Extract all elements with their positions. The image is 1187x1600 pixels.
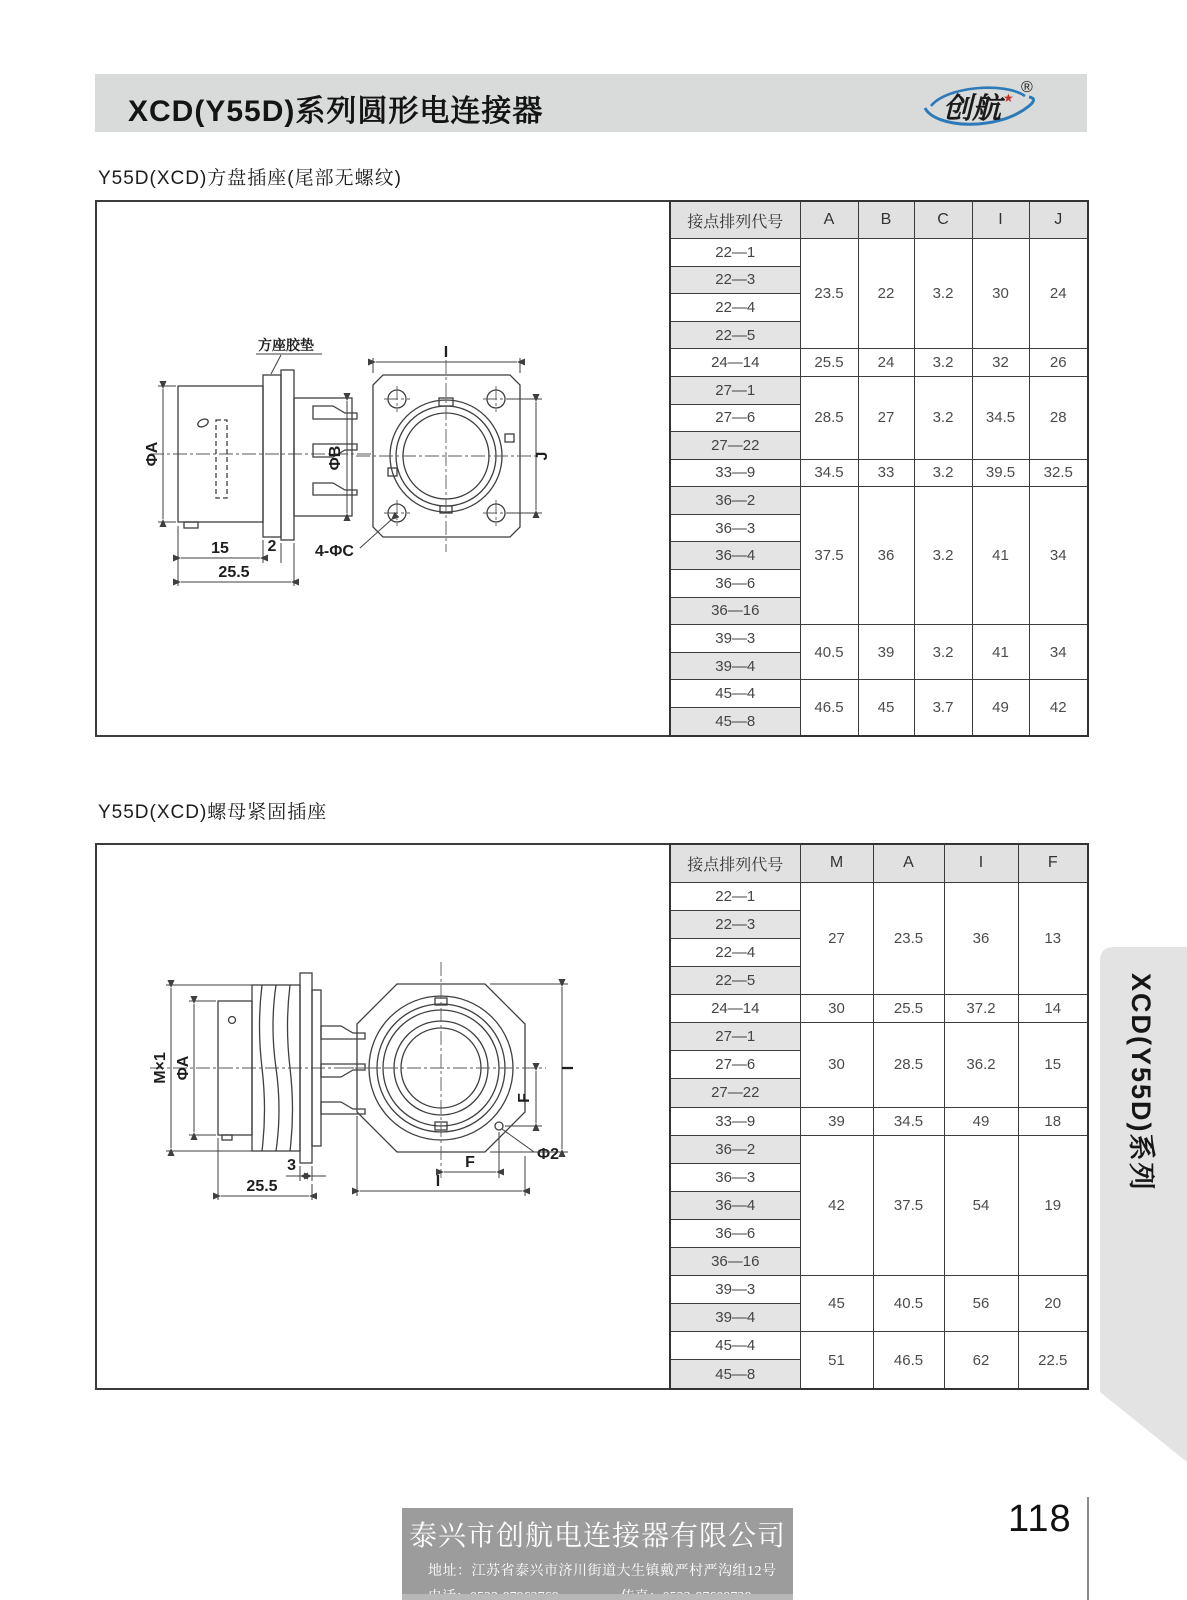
- value-cell: 37.2: [944, 995, 1018, 1023]
- value-cell: 49: [972, 680, 1029, 736]
- code-cell: 45—8: [670, 1360, 800, 1389]
- value-cell: 46.5: [873, 1332, 944, 1389]
- value-cell: 42: [800, 1135, 873, 1275]
- value-cell: 40.5: [873, 1276, 944, 1332]
- value-cell: 28: [1029, 376, 1088, 459]
- value-cell: 14: [1018, 995, 1088, 1023]
- value-cell: 32.5: [1029, 459, 1088, 487]
- code-cell: 39—4: [670, 1304, 800, 1332]
- value-cell: 22.5: [1018, 1332, 1088, 1389]
- code-cell: 39—3: [670, 625, 800, 653]
- header-bar: [95, 74, 1087, 132]
- value-cell: 18: [1018, 1107, 1088, 1135]
- dim-label-I-bottom: I: [435, 1173, 441, 1190]
- code-cell: 36—6: [670, 569, 800, 597]
- value-cell: 24: [1029, 239, 1088, 349]
- code-cell: 36—4: [670, 542, 800, 570]
- code-cell: 22—3: [670, 266, 800, 294]
- code-cell: 36—16: [670, 597, 800, 625]
- dim-label-4phiC: 4-ΦC: [315, 543, 354, 560]
- code-cell: 36—3: [670, 514, 800, 542]
- column-header: C: [914, 201, 972, 239]
- code-cell: 27—22: [670, 432, 800, 460]
- value-cell: 3.2: [914, 239, 972, 349]
- code-cell: 45—4: [670, 680, 800, 708]
- dim-label-3: 3: [287, 1157, 296, 1174]
- code-cell: 27—1: [670, 376, 800, 404]
- value-cell: 3.2: [914, 459, 972, 487]
- section2-spec-table: [669, 843, 1089, 1390]
- code-cell: 36—3: [670, 1163, 800, 1191]
- table-row: [670, 995, 1088, 1023]
- value-cell: 28.5: [800, 376, 858, 459]
- code-cell: 36—6: [670, 1219, 800, 1247]
- value-cell: 30: [800, 995, 873, 1023]
- brand-logo-icon: [917, 76, 1047, 138]
- value-cell: 56: [944, 1276, 1018, 1332]
- table-row: [670, 1023, 1088, 1051]
- value-cell: 32: [972, 349, 1029, 377]
- company-name: 泰兴市创航电连接器有限公司: [408, 1521, 786, 1552]
- value-cell: 3.2: [914, 349, 972, 377]
- value-cell: 41: [972, 487, 1029, 625]
- value-cell: 39: [858, 625, 914, 680]
- dim-label-thread: M×1: [152, 1052, 169, 1084]
- table-row: [670, 882, 1088, 910]
- code-cell: 36—2: [670, 487, 800, 515]
- code-cell: 24—14: [670, 995, 800, 1023]
- value-cell: 15: [1018, 1023, 1088, 1107]
- value-cell: 45: [800, 1276, 873, 1332]
- dim-label-25-5: 25.5: [218, 564, 250, 581]
- section2-title: Y55D(XCD)螺母紧固插座: [98, 802, 328, 823]
- code-cell: 36—16: [670, 1247, 800, 1275]
- footer-company-block: [402, 1508, 793, 1600]
- table-row: [670, 1135, 1088, 1163]
- code-cell: 24—14: [670, 349, 800, 377]
- dim-label-phi2: Φ2: [537, 1146, 560, 1163]
- value-cell: 20: [1018, 1276, 1088, 1332]
- dim-label-phiA: ΦA: [175, 1055, 192, 1081]
- value-cell: 3.2: [914, 376, 972, 459]
- code-cell: 36—4: [670, 1191, 800, 1219]
- value-cell: 25.5: [800, 349, 858, 377]
- series-side-tab: [1100, 947, 1187, 1462]
- table-row: [670, 376, 1088, 404]
- value-cell: 62: [944, 1332, 1018, 1389]
- value-cell: 33: [858, 459, 914, 487]
- table-row: [670, 680, 1088, 708]
- code-cell: 27—22: [670, 1079, 800, 1107]
- value-cell: 49: [944, 1107, 1018, 1135]
- section1-technical-drawing: [110, 318, 655, 623]
- value-cell: 37.5: [800, 487, 858, 625]
- value-cell: 3.2: [914, 625, 972, 680]
- code-cell: 33—9: [670, 459, 800, 487]
- dim-label-2: 2: [267, 538, 277, 555]
- value-cell: 39.5: [972, 459, 1029, 487]
- value-cell: 27: [858, 376, 914, 459]
- value-cell: 45: [858, 680, 914, 736]
- logo-text: 创航: [943, 93, 1002, 125]
- code-cell: 22—1: [670, 239, 800, 267]
- page-number-rule: [1087, 1497, 1089, 1600]
- value-cell: 24: [858, 349, 914, 377]
- column-header: J: [1029, 201, 1088, 239]
- value-cell: 30: [972, 239, 1029, 349]
- value-cell: 46.5: [800, 680, 858, 736]
- section1-spec-table: [669, 200, 1089, 737]
- table-row: [670, 1276, 1088, 1304]
- table-row: [670, 349, 1088, 377]
- column-header: I: [972, 201, 1029, 239]
- value-cell: 39: [800, 1107, 873, 1135]
- value-cell: 26: [1029, 349, 1088, 377]
- code-cell: 39—4: [670, 652, 800, 680]
- value-cell: 41: [972, 625, 1029, 680]
- dim-label-I-right: I: [560, 1065, 577, 1071]
- dim-label-phiA: ΦA: [144, 441, 161, 467]
- section1-title: Y55D(XCD)方盘插座(尾部无螺纹): [98, 168, 402, 189]
- footer-strip: [402, 1594, 793, 1600]
- value-cell: 36: [944, 882, 1018, 994]
- dim-label-15: 15: [211, 540, 229, 557]
- value-cell: 36.2: [944, 1023, 1018, 1107]
- value-cell: 23.5: [800, 239, 858, 349]
- company-address: 地址：江苏省泰兴市济川街道大生镇戴严村严沟组12号: [428, 1564, 777, 1579]
- code-cell: 22—3: [670, 910, 800, 938]
- column-header: I: [944, 844, 1018, 882]
- table-header-row: [670, 201, 1088, 239]
- code-cell: 36—2: [670, 1135, 800, 1163]
- code-cell: 22—4: [670, 938, 800, 966]
- value-cell: 23.5: [873, 882, 944, 994]
- code-cell: 27—6: [670, 1051, 800, 1079]
- value-cell: 34: [1029, 487, 1088, 625]
- value-cell: 40.5: [800, 625, 858, 680]
- value-cell: 19: [1018, 1135, 1088, 1275]
- table-row: [670, 1332, 1088, 1360]
- column-header: 接点排列代号: [670, 201, 800, 239]
- code-cell: 33—9: [670, 1107, 800, 1135]
- dim-label-phiB: ΦB: [327, 445, 344, 471]
- value-cell: 36: [858, 487, 914, 625]
- phi2-hole: [495, 1122, 503, 1130]
- column-header: F: [1018, 844, 1088, 882]
- table-row: [670, 625, 1088, 653]
- value-cell: 42: [1029, 680, 1088, 736]
- section2-technical-drawing: [110, 938, 655, 1238]
- gasket-label: 方座胶垫: [258, 337, 314, 353]
- code-cell: 39—3: [670, 1276, 800, 1304]
- value-cell: 3.7: [914, 680, 972, 736]
- value-cell: 37.5: [873, 1135, 944, 1275]
- column-header: A: [800, 201, 858, 239]
- value-cell: 54: [944, 1135, 1018, 1275]
- dim-label-F-right: F: [516, 1093, 533, 1103]
- code-cell: 22—1: [670, 882, 800, 910]
- page-number: 118: [1008, 1498, 1072, 1540]
- page-title: XCD(Y55D)系列圆形电连接器: [128, 95, 544, 128]
- code-cell: 22—5: [670, 967, 800, 995]
- code-cell: 27—1: [670, 1023, 800, 1051]
- table-row: [670, 459, 1088, 487]
- table-header-row: [670, 844, 1088, 882]
- value-cell: 28.5: [873, 1023, 944, 1107]
- value-cell: 34.5: [800, 459, 858, 487]
- registered-mark-icon: ®: [1021, 79, 1033, 96]
- table-row: [670, 487, 1088, 515]
- value-cell: 3.2: [914, 487, 972, 625]
- dim-label-I: I: [443, 344, 449, 361]
- dim-label-F-bottom: F: [465, 1154, 475, 1171]
- side-tab-label: XCD(Y55D)系列: [1126, 973, 1156, 1192]
- gasket-hatch: [263, 375, 281, 537]
- column-header: M: [800, 844, 873, 882]
- value-cell: 34: [1029, 625, 1088, 680]
- value-cell: 27: [800, 882, 873, 994]
- value-cell: 34.5: [972, 376, 1029, 459]
- code-cell: 45—4: [670, 1332, 800, 1360]
- table-row: [670, 1107, 1088, 1135]
- value-cell: 22: [858, 239, 914, 349]
- column-header: A: [873, 844, 944, 882]
- value-cell: 13: [1018, 882, 1088, 994]
- logo-star-icon: ★: [1003, 91, 1014, 105]
- dim-label-J: J: [534, 451, 551, 461]
- code-cell: 22—4: [670, 294, 800, 322]
- code-cell: 45—8: [670, 707, 800, 736]
- column-header: B: [858, 201, 914, 239]
- dim-label-25-5: 25.5: [246, 1178, 278, 1195]
- value-cell: 51: [800, 1332, 873, 1389]
- value-cell: 25.5: [873, 995, 944, 1023]
- column-header: 接点排列代号: [670, 844, 800, 882]
- value-cell: 30: [800, 1023, 873, 1107]
- value-cell: 34.5: [873, 1107, 944, 1135]
- table-row: [670, 239, 1088, 267]
- code-cell: 27—6: [670, 404, 800, 432]
- code-cell: 22—5: [670, 321, 800, 349]
